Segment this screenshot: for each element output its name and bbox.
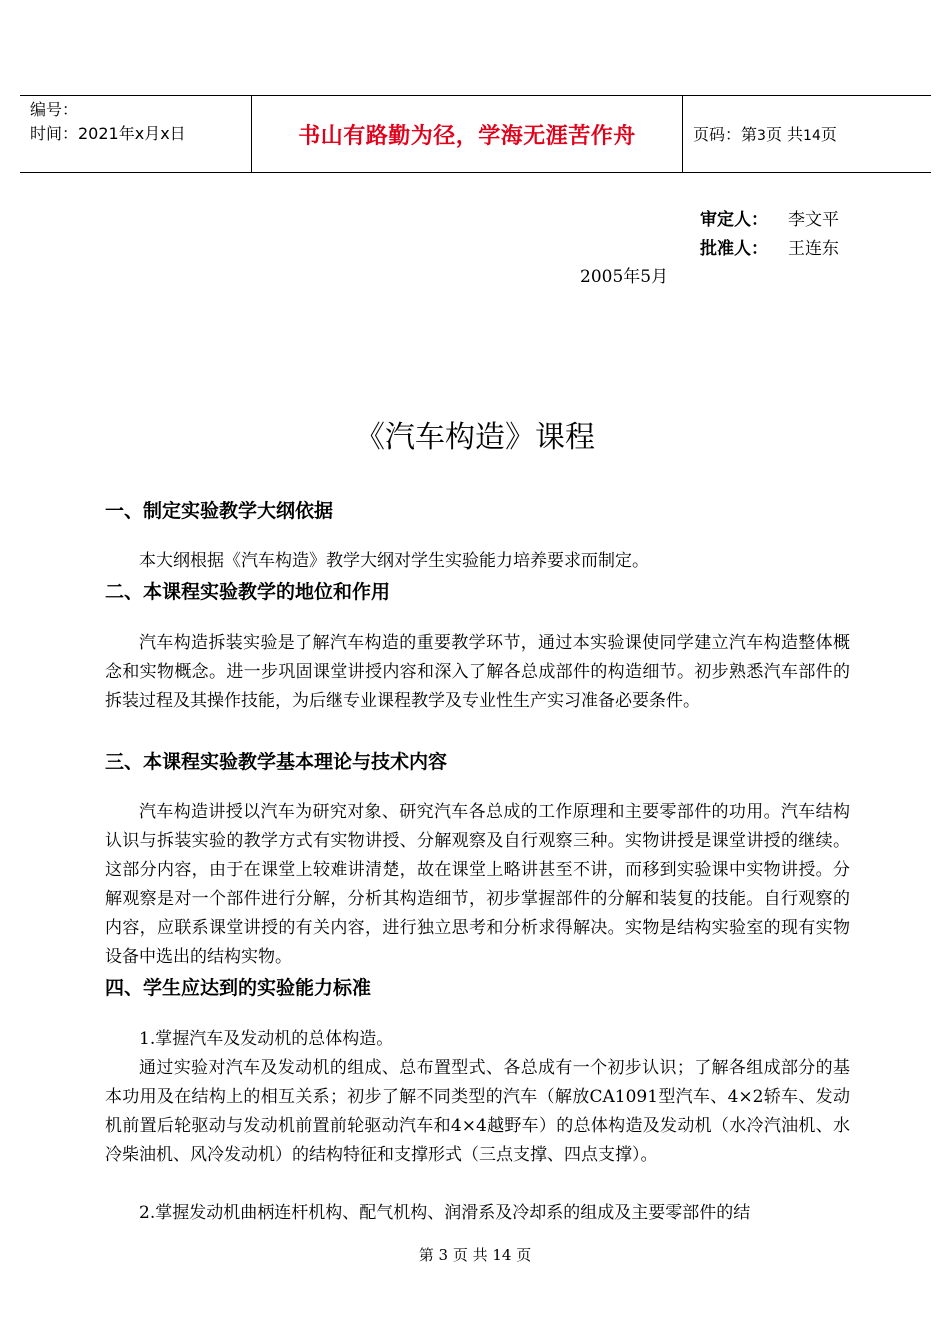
page-suffix: 页 — [820, 125, 837, 144]
header-motto-cell — [252, 95, 682, 173]
section-2-paragraph: 汽车构造拆装实验是了解汽车构造的重要教学环节，通过本实验课使同学建立汽车构造整体概念和实物概念。进一步巩固课堂讲授内容和深入了解各总成部件的构造细节。初步熟悉汽车部件的拆装过程及其操作技能，为后继专业课程教学及专业性生产实习准备必要条件。 — [105, 633, 850, 711]
section-1-paragraph: 本大纲根据《汽车构造》教学大纲对学生实验能力培养要求而制定。 — [139, 551, 649, 571]
section-4-item-2: 2.掌握发动机曲柄连杆机构、配气机构、润滑系及冷却系的组成及主要零部件的结 — [139, 1203, 751, 1223]
approver-line — [700, 234, 839, 259]
page-total: 14 — [803, 128, 821, 144]
header-meta — [30, 98, 186, 146]
time-line: 时间：2021年x月x日 — [30, 124, 186, 143]
section-3-paragraph: 汽车构造讲授以汽车为研究对象、研究汽车各总成的工作原理和主要零部件的功用。汽车结构认识与拆装实验的教学方式有实物讲授、分解观察及自行观察三种。实物讲授是课堂讲授的继续。这部分内容，由于在课堂上较难讲清楚，故在课堂上略讲甚至不讲，而移到实验课中实物讲授。分解观察是对一个部件进行分解，分析其构造细节，初步掌握部件的分解和装复的技能。自行观察的内容，应联系课堂讲授的有关内容，进行独立思考和分析求得解决。实物是结构实验室的现有实物设备中选出的结构实物。 — [105, 802, 850, 967]
page-number: 3 — [757, 128, 766, 144]
serial-label: 编号： — [30, 100, 79, 119]
document-date: 2005年5月 — [580, 267, 669, 287]
reviewer-label: 审定人： — [700, 210, 768, 230]
header-page-info — [693, 122, 837, 145]
approver-label: 批准人： — [700, 239, 768, 259]
page-mid: 页 共 — [765, 125, 804, 144]
approver-name: 王连东 — [788, 239, 839, 259]
section-heading-4: 四、学生应达到的实验能力标准 — [105, 977, 372, 999]
page-footer: 第 3 页 共 14 页 — [418, 1246, 532, 1264]
page-prefix: 页码：第 — [693, 125, 758, 144]
section-4-item-1: 1.掌握汽车及发动机的总体构造。 — [139, 1029, 394, 1049]
reviewer-name: 李文平 — [788, 210, 839, 230]
section-4-paragraph: 通过实验对汽车及发动机的组成、总布置型式、各总成有一个初步认识；了解各组成部分的基本功用及在结构上的相互关系；初步了解不同类型的汽车（解放CA1091型汽车、4×2轿车、发动机前置后轮驱动与发动机前置前轮驱动汽车和4×4越野车）的总体构造及发动机（水冷汽油机、水冷柴油机、风冷发动机）的结构特征和支撑形式（三点支撑、四点支撑）。 — [105, 1058, 850, 1165]
section-heading-1: 一、制定实验教学大纲依据 — [105, 500, 334, 522]
document-title: 《汽车构造》课程 — [355, 420, 595, 455]
section-heading-2: 二、本课程实验教学的地位和作用 — [105, 581, 391, 603]
header-divider-right — [682, 95, 683, 173]
reviewer-line — [700, 205, 839, 230]
motto: 书山有路勤为径，学海无涯苦作舟 — [298, 123, 636, 149]
section-heading-3: 三、本课程实验教学基本理论与技术内容 — [105, 751, 448, 773]
